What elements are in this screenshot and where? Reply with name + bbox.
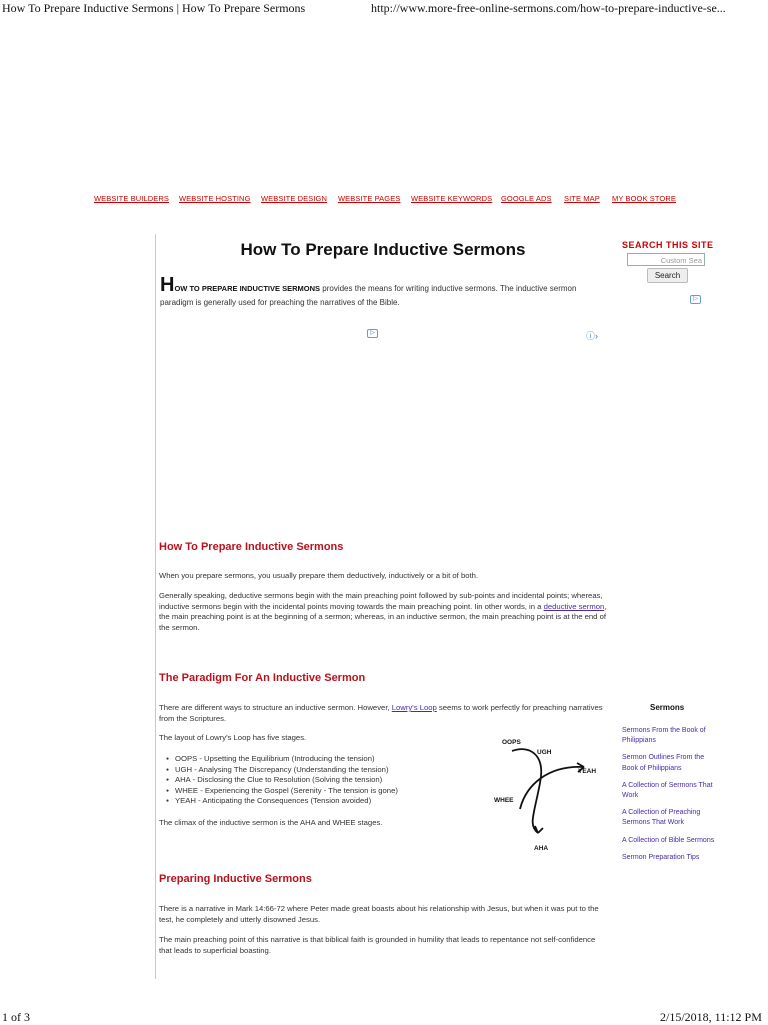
nav-google-ads[interactable]: GOOGLE ADS <box>501 194 552 203</box>
lowrys-loop-link[interactable]: Lowry's Loop <box>391 703 437 712</box>
sidebar-links <box>622 726 717 870</box>
section2-paragraph-3: The climax of the inductive sermon is the AHA and WHEE stages. <box>159 818 383 827</box>
sidebar-link[interactable]: A Collection of Bible Sermons <box>622 836 715 844</box>
nav-website-keywords[interactable]: WEBSITE KEYWORDS <box>411 194 493 203</box>
nav-website-hosting[interactable]: WEBSITE HOSTING <box>179 194 251 203</box>
list-item: ● YEAH - Anticipating the Consequences (Tension avoided) <box>175 796 449 807</box>
list-item: ● AHA - Disclosing the Clue to Resolution (Solving the tension) <box>175 775 449 786</box>
info-icon[interactable]: ⓘ› <box>586 331 598 341</box>
diagram-label-yeah: YEAH <box>578 768 597 775</box>
content-divider <box>155 234 156 979</box>
sidebar-link[interactable]: A Collection of Sermons That Work <box>622 781 713 800</box>
intro-paragraph <box>160 274 600 310</box>
section1-paragraph-1: When you prepare sermons, you usually prepare them deductively, inductively or a bit of both. <box>159 571 479 580</box>
list-item: ● WHEE - Experiencing the Gospel (Serenity - The tension is gone) <box>175 786 449 797</box>
diagram-label-whee: WHEE <box>494 797 514 804</box>
section2-p1-text-b: seems to work perfectly for preaching narratives from the Scriptures. <box>159 703 603 723</box>
section-heading-how-to-prepare: How To Prepare Inductive Sermons <box>159 541 344 553</box>
search-input[interactable]: Custom Sea <box>627 253 705 266</box>
page-title: How To Prepare Inductive Sermons <box>240 240 526 259</box>
diagram-label-ugh: UGH <box>537 749 552 756</box>
print-datetime: 2/15/2018, 11:12 PM <box>660 1010 762 1024</box>
loop-curve-1 <box>512 749 541 833</box>
section1-p2-text-a: Generally speaking, deductive sermons begin with the main preaching point followed by sub-points and incidental points; whereas, inductive sermons begin with the incidental points moving towards the main preaching point. Iin other words, in a <box>159 591 603 611</box>
sidebar-link[interactable]: Sermons From the Book of Philippians <box>622 727 706 745</box>
top-nav <box>0 194 768 208</box>
ad-slot <box>160 345 605 525</box>
intro-dropcap: H <box>160 274 175 296</box>
intro-caps: OW TO PREPARE INDUCTIVE SERMONS <box>174 284 321 293</box>
section3-paragraph-1: There is a narrative in Mark 14:66-72 where Peter made great boasts about his relationship with Jesus, but when it was put to the test, he completely and utterly disowned Jesus. <box>159 904 599 924</box>
print-page-count: 1 of 3 <box>2 1010 30 1024</box>
nav-website-design[interactable]: WEBSITE DESIGN <box>261 194 327 203</box>
adchoices-icon[interactable]: ▷ <box>690 295 701 304</box>
loop-curve-2 <box>520 767 584 809</box>
nav-site-map[interactable]: SITE MAP <box>564 194 600 203</box>
nav-my-book-store[interactable]: MY BOOK STORE <box>612 194 676 203</box>
section-heading-paradigm: The Paradigm For An Inductive Sermon <box>159 672 366 684</box>
section2-paragraph-1 <box>159 703 609 724</box>
sidebar-link[interactable]: Sermon Preparation Tips <box>622 853 700 861</box>
search-button[interactable]: Search <box>647 268 688 283</box>
nav-website-pages[interactable]: WEBSITE PAGES <box>338 194 401 203</box>
print-url: http://www.more-free-online-sermons.com/how-to-prepare-inductive-se... <box>371 1 726 15</box>
section3-paragraph-2: The main preaching point of this narrative is that biblical faith is grounded in humility that leads to repentance not self-confidence that leads to superficial boasting. <box>159 935 596 955</box>
sidebar-link[interactable]: Sermon Outlines From the Book of Philippians <box>622 754 705 772</box>
adchoices-icon[interactable]: ▷ <box>367 329 378 338</box>
search-title: SEARCH THIS SITE <box>622 240 714 250</box>
sermons-title: Sermons <box>650 703 685 712</box>
section2-p1-text-a: There are different ways to structure an inductive sermon. However, <box>159 703 392 712</box>
print-page-title: How To Prepare Inductive Sermons | How To Prepare Sermons <box>2 1 306 15</box>
list-item: ● UGH - Analysing The Discrepancy (Understanding the tension) <box>175 765 449 776</box>
deductive-sermon-link[interactable]: deductive sermon <box>543 601 605 611</box>
intro-text: provides the means for writing inductive sermons. The inductive sermon paradigm is generally used for preaching the narratives of the Bible. <box>160 284 577 307</box>
section2-paragraph-2: The layout of Lowry's Loop has five stages. <box>159 733 307 742</box>
stages-list <box>159 754 449 807</box>
section-heading-preparing: Preparing Inductive Sermons <box>159 873 312 885</box>
sidebar-link[interactable]: A Collection of Preaching Sermons That Work <box>622 809 701 827</box>
list-item: ● OOPS - Upsetting the Equilibrium (Introducing the tension) <box>175 754 449 765</box>
section1-paragraph-2 <box>159 591 609 633</box>
diagram-label-oops: OOPS <box>502 739 521 746</box>
section1-p2-text-b: , the main preaching point is at the beginning of a sermon; whereas, in an inductive sermon, the main preaching point is at the end of the sermon. <box>159 601 607 632</box>
nav-website-builders[interactable]: WEBSITE BUILDERS <box>94 194 169 203</box>
diagram-label-aha: AHA <box>534 845 549 852</box>
